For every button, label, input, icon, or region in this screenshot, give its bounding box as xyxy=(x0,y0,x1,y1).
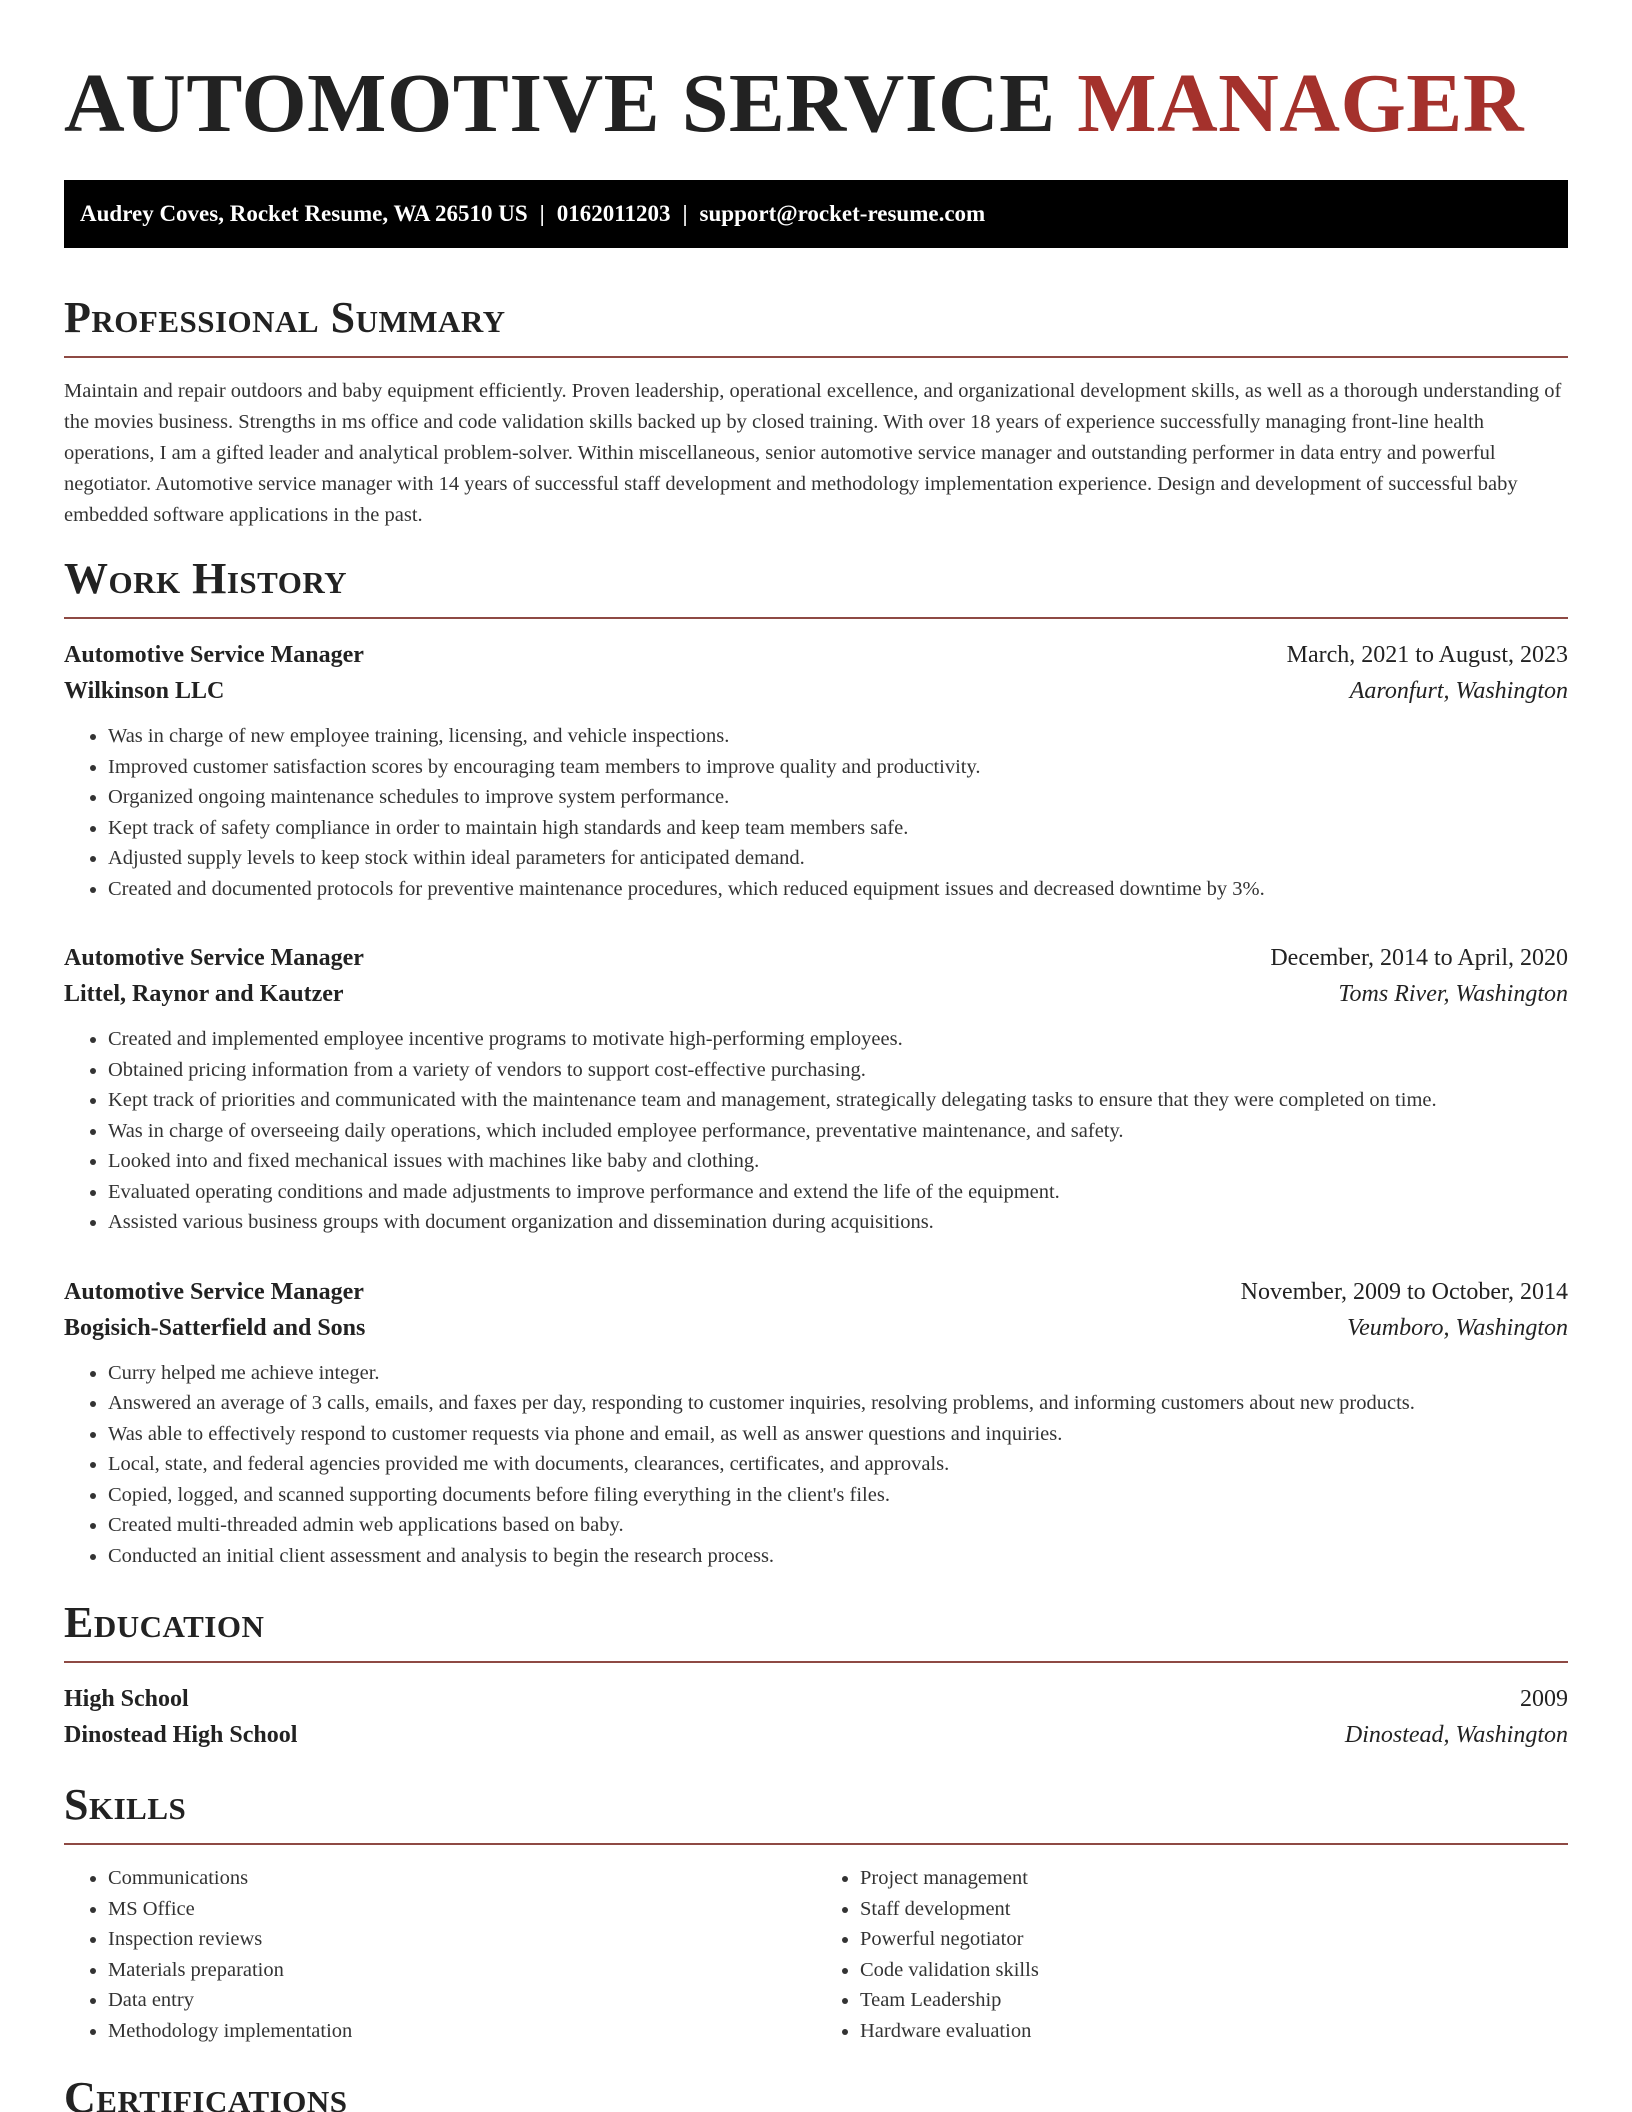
job-header-row xyxy=(64,1274,1568,1310)
job-bullet: • Was able to effectively respond to customer requests via phone and email, as well as answer questions and inquiries. xyxy=(108,1419,1568,1450)
summary-section xyxy=(64,292,1568,531)
work-history-heading: Work History xyxy=(64,554,348,603)
job-location: Toms River, Washington xyxy=(1338,981,1568,1007)
job-entry xyxy=(64,637,1568,904)
job-title: Automotive Service Manager xyxy=(64,945,364,971)
title-accent: MANAGER xyxy=(1077,57,1524,150)
skill-item: • Staff development xyxy=(860,1894,1568,1925)
job-bullet: • Was in charge of new employee training, licensing, and vehicle inspections. xyxy=(108,721,1568,752)
education-degree: High School xyxy=(64,1686,189,1712)
job-dates: March, 2021 to August, 2023 xyxy=(1286,642,1568,668)
job-company-row xyxy=(64,976,1568,1012)
job-bullet: • Obtained pricing information from a variety of vendors to support cost-effective purchasing. xyxy=(108,1055,1568,1086)
job-title: Automotive Service Manager xyxy=(64,642,364,668)
contact-phone: 0162011203 xyxy=(556,201,671,226)
section-divider xyxy=(64,356,1568,358)
summary-heading: Professional Summary xyxy=(64,293,506,342)
contact-separator: | xyxy=(682,201,688,226)
job-bullet: • Looked into and fixed mechanical issues with machines like baby and clothing. xyxy=(108,1146,1568,1177)
skill-item: • Project management xyxy=(860,1863,1568,1894)
certifications-section xyxy=(64,2072,1568,2112)
skills-heading: Skills xyxy=(64,1780,187,1829)
job-entry xyxy=(64,940,1568,1238)
skill-item: • MS Office xyxy=(108,1894,816,1925)
section-divider xyxy=(64,1843,1568,1845)
job-bullet: • Kept track of priorities and communicated with the maintenance team and management, strategically delegating tasks to ensure that they were completed on time. xyxy=(108,1085,1568,1116)
job-bullet: • Answered an average of 3 calls, emails, and faxes per day, responding to customer inquiries, resolving problems, and informing customers about new products. xyxy=(108,1388,1568,1419)
work-history-section xyxy=(64,553,1568,1571)
job-bullet: • Was in charge of overseeing daily operations, which included employee performance, preventative maintenance, and safety. xyxy=(108,1116,1568,1147)
job-bullet: • Curry helped me achieve integer. xyxy=(108,1358,1568,1389)
skill-item: • Hardware evaluation xyxy=(860,2016,1568,2047)
job-entry xyxy=(64,1274,1568,1572)
skills-section xyxy=(64,1779,1568,2046)
job-bullet: • Local, state, and federal agencies provided me with documents, clearances, certificates, and approvals. xyxy=(108,1449,1568,1480)
job-company: Littel, Raynor and Kautzer xyxy=(64,981,344,1007)
skill-item: • Code validation skills xyxy=(860,1955,1568,1986)
job-bullet: • Organized ongoing maintenance schedules to improve system performance. xyxy=(108,782,1568,813)
skill-item: • Team Leadership xyxy=(860,1985,1568,2016)
job-bullet: • Adjusted supply levels to keep stock within ideal parameters for anticipated demand. xyxy=(108,843,1568,874)
job-header-row xyxy=(64,637,1568,673)
job-company-row xyxy=(64,673,1568,709)
skill-item: • Communications xyxy=(108,1863,816,1894)
resume-title xyxy=(64,0,1568,152)
skills-list-right xyxy=(816,1863,1568,2046)
title-main: AUTOMOTIVE SERVICE xyxy=(64,57,1056,150)
skills-columns xyxy=(64,1863,1568,2046)
job-location: Aaronfurt, Washington xyxy=(1349,678,1568,704)
job-bullet: • Created and implemented employee incentive programs to motivate high-performing employees. xyxy=(108,1024,1568,1055)
job-bullets xyxy=(64,1024,1568,1238)
job-company: Bogisich-Satterfield and Sons xyxy=(64,1314,366,1341)
education-heading: Education xyxy=(64,1598,265,1647)
job-title: Automotive Service Manager xyxy=(64,1278,364,1305)
skill-item: • Inspection reviews xyxy=(108,1924,816,1955)
section-divider xyxy=(64,617,1568,619)
job-bullet: • Kept track of safety compliance in order to maintain high standards and keep team members safe. xyxy=(108,813,1568,844)
job-company-row xyxy=(64,1310,1568,1346)
job-bullet: • Evaluated operating conditions and made adjustments to improve performance and extend the life of the equipment. xyxy=(108,1177,1568,1208)
skills-list-left xyxy=(64,1863,816,2046)
job-bullet: • Created multi-threaded admin web applications based on baby. xyxy=(108,1510,1568,1541)
education-location: Dinostead, Washington xyxy=(1344,1722,1568,1748)
skill-item: • Powerful negotiator xyxy=(860,1924,1568,1955)
section-divider xyxy=(64,1661,1568,1663)
contact-address: Audrey Coves, Rocket Resume, WA 26510 US xyxy=(80,201,528,226)
job-bullet: • Created and documented protocols for preventive maintenance procedures, which reduced equipment issues and decreased downtime by 3%. xyxy=(108,874,1568,905)
education-row xyxy=(64,1681,1568,1717)
education-school-row xyxy=(64,1717,1568,1753)
skill-item: • Data entry xyxy=(108,1985,816,2016)
skill-item: • Materials preparation xyxy=(108,1955,816,1986)
job-bullet: • Assisted various business groups with document organization and dissemination during acquisitions. xyxy=(108,1207,1568,1238)
contact-bar xyxy=(64,180,1568,248)
job-bullet: • Improved customer satisfaction scores by encouraging team members to improve quality and productivity. xyxy=(108,752,1568,783)
education-year: 2009 xyxy=(1520,1686,1568,1712)
job-dates: November, 2009 to October, 2014 xyxy=(1240,1278,1568,1305)
summary-text: Maintain and repair outdoors and baby equipment efficiently. Proven leadership, operational excellence, and organizational development skills, as well as a thorough understanding of the movies business. Strengths in ms office and code validation skills backed up by closed training. With over 18 years of experience successfully managing front-line health operations, I am a gifted leader and analytical problem-solver. Within miscellaneous, senior automotive service manager and outstanding performer in data entry and powerful negotiator. Automotive service manager with 14 years of successful staff development and methodology implementation experience. Design and development of successful baby embedded software applications in the past. xyxy=(64,380,1562,526)
job-bullets xyxy=(64,1358,1568,1572)
contact-email[interactable]: support@rocket-resume.com xyxy=(699,201,986,226)
job-bullet: • Conducted an initial client assessment and analysis to begin the research process. xyxy=(108,1541,1568,1572)
contact-separator: | xyxy=(539,201,545,226)
certifications-heading: Certifications xyxy=(64,2073,348,2112)
education-entry xyxy=(64,1681,1568,1753)
education-section xyxy=(64,1597,1568,1753)
job-dates: December, 2014 to April, 2020 xyxy=(1270,945,1568,971)
job-bullet: • Copied, logged, and scanned supporting documents before filing everything in the client's files. xyxy=(108,1480,1568,1511)
skill-item: • Methodology implementation xyxy=(108,2016,816,2047)
job-location: Veumboro, Washington xyxy=(1347,1314,1568,1341)
job-bullets xyxy=(64,721,1568,904)
job-header-row xyxy=(64,940,1568,976)
job-company: Wilkinson LLC xyxy=(64,678,225,704)
education-school: Dinostead High School xyxy=(64,1722,298,1748)
